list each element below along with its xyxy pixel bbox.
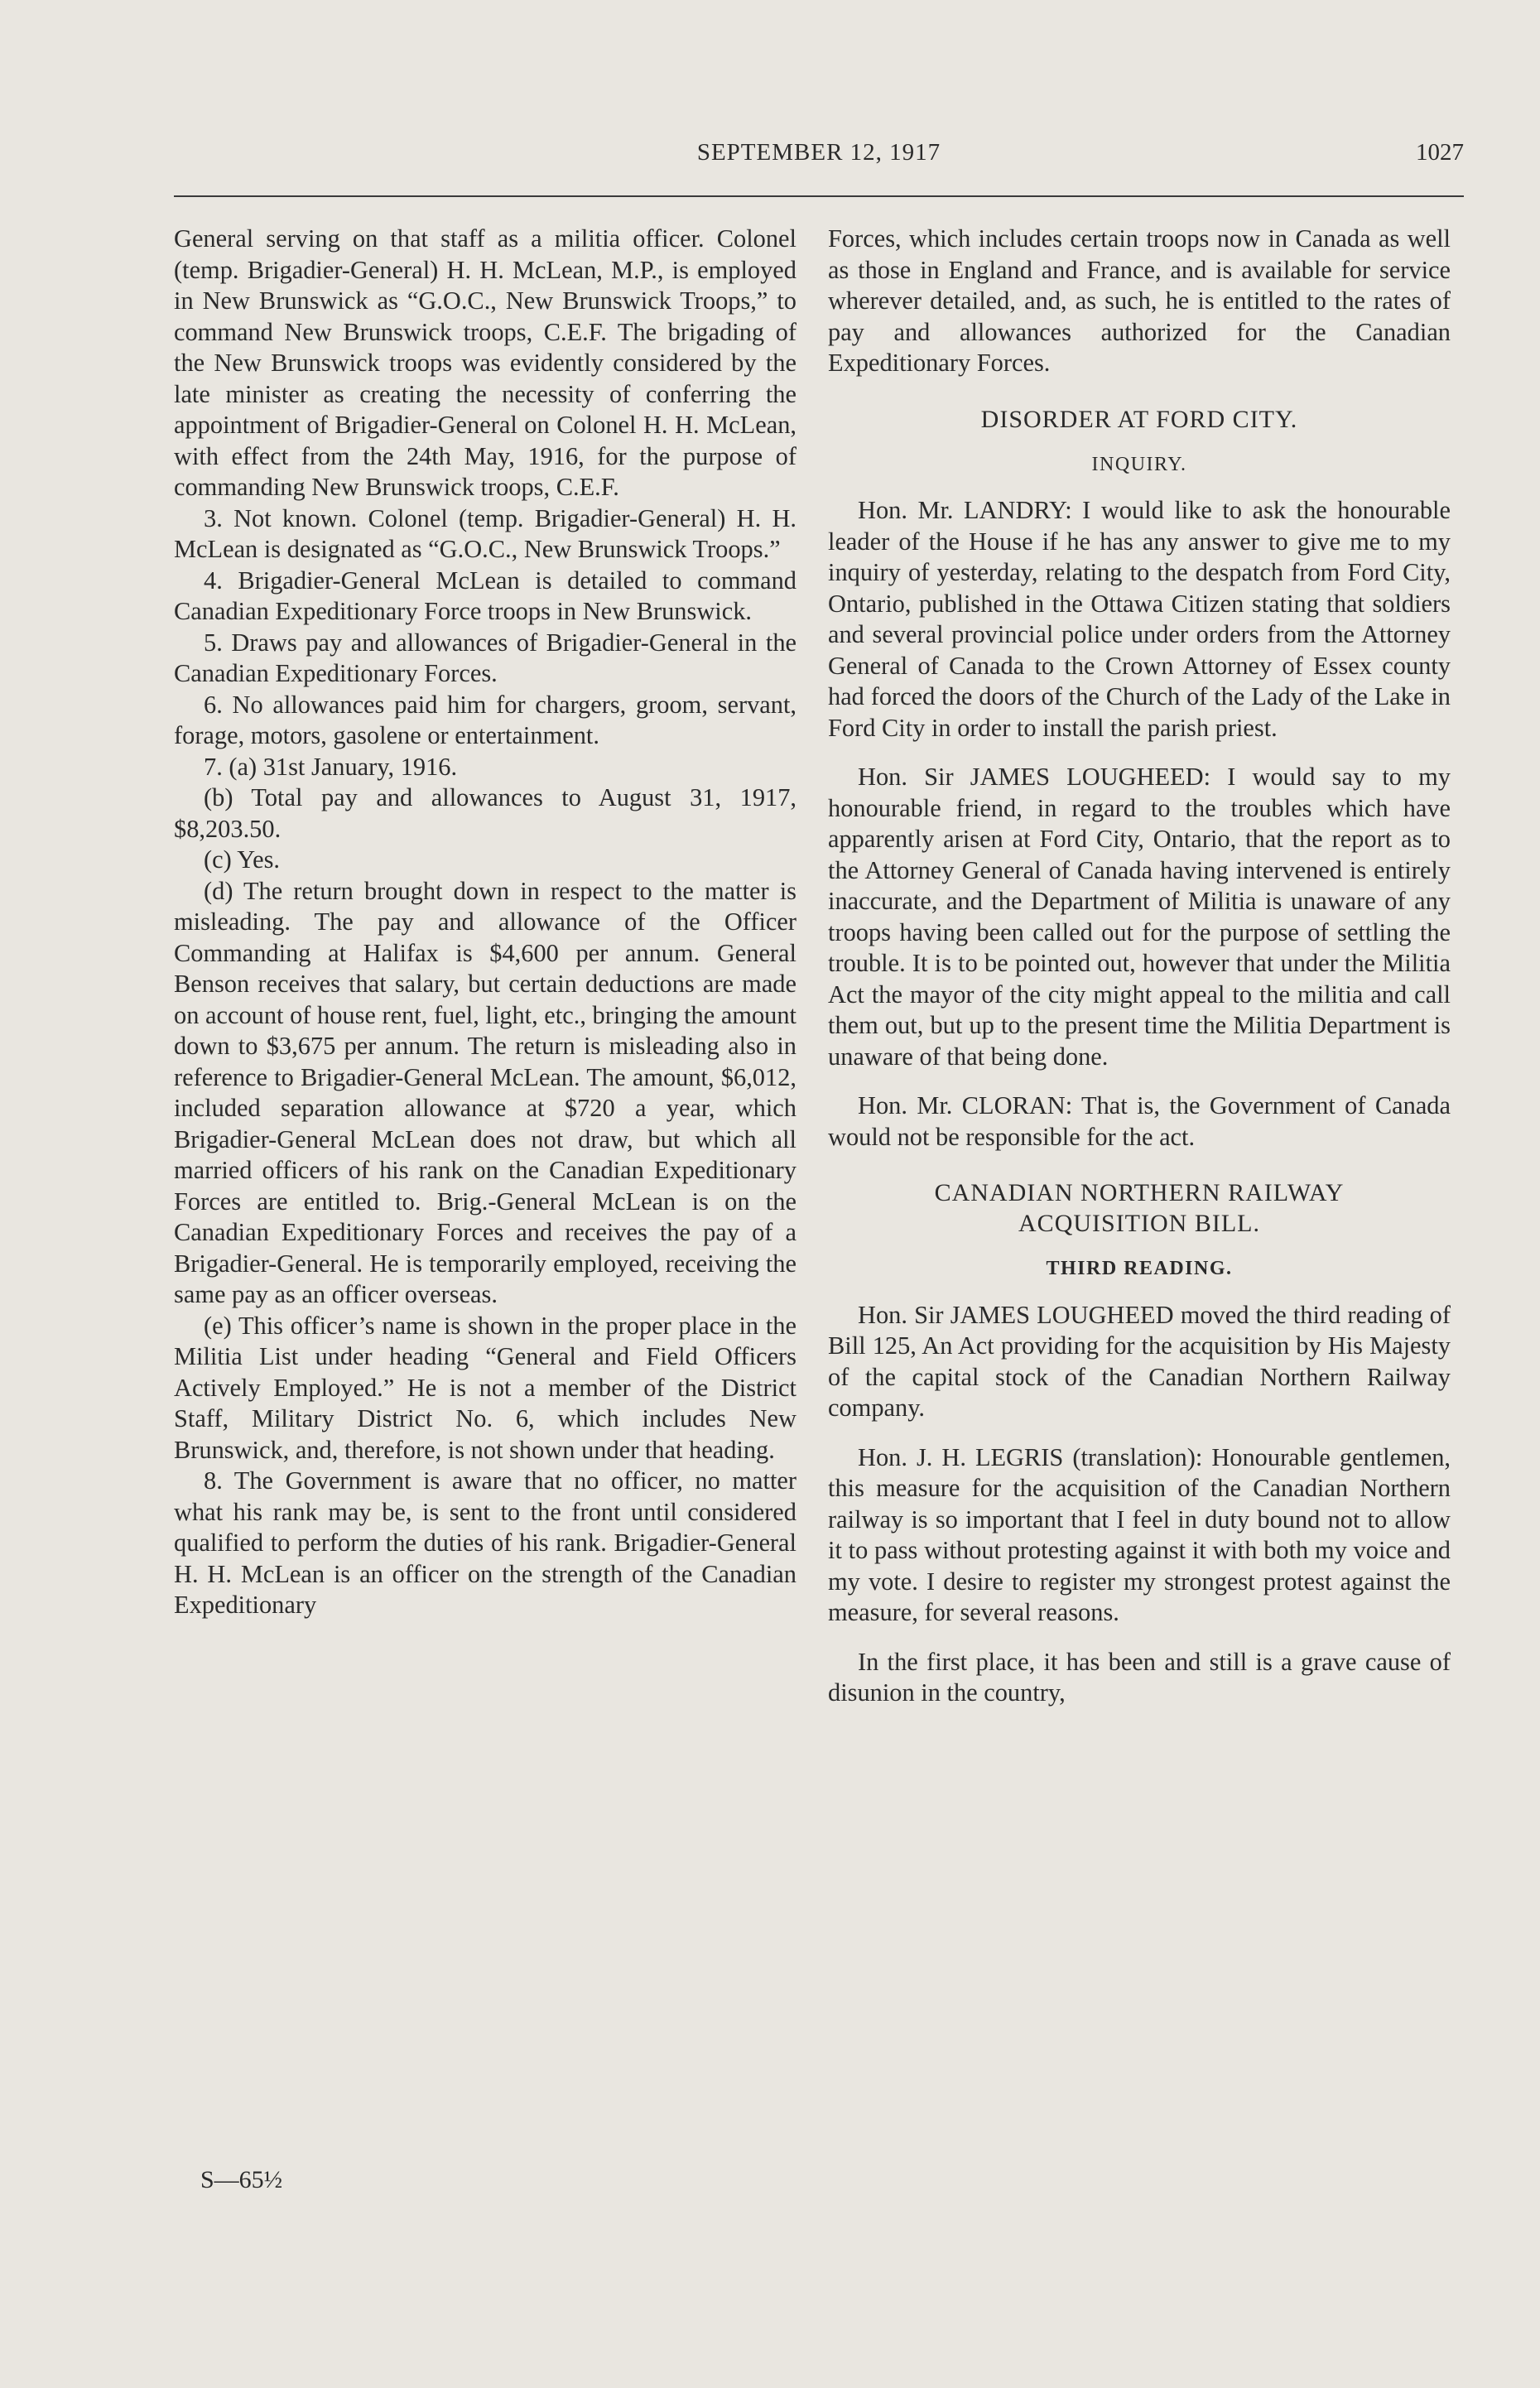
header-rule <box>174 195 1464 197</box>
paragraph: (e) This officer’s name is shown in the proper place in the Militia List under heading “General and Field Officers Actively Employed.” He is not a member of the District Staff, Military District No. 6, which includes New Brunswick, and, therefore, is not shown under that heading. <box>174 1311 796 1464</box>
left-column <box>174 224 796 1621</box>
paragraph: Hon. J. H. LEGRIS (translation): Honourable gentlemen, this measure for the acquisition of the Canadian Northern railway is so important that I feel in duty bound not to allow it to pass without protesting against it with both my voice and my vote. I desire to register my strongest protest against the measure, for several reasons. <box>828 1442 1451 1626</box>
page-header <box>174 139 1464 172</box>
paragraph: 8. The Government is aware that no officer, no matter what his rank may be, is sent to the front until considered qualified to perform the duties of his rank. Brigadier-General H. H. McLean is an officer on the strength of the Canadian Expeditionary <box>174 1466 796 1619</box>
section-heading-line: CANADIAN NORTHERN RAILWAY <box>934 1179 1345 1206</box>
signature-mark: S—65½ <box>200 2166 283 2193</box>
section-heading-line: ACQUISITION BILL. <box>1018 1210 1260 1237</box>
paragraph: 3. Not known. Colonel (temp. Brigadier-General) H. H. McLean is designated as “G.O.C., New Brunswick Troops.” <box>174 503 796 563</box>
right-column <box>828 224 1451 1709</box>
paragraph: Hon. Sir JAMES LOUGHEED: I would say to my honourable friend, in regard to the troubles which have apparently arisen at Ford City, Ontario, that the report as to the Attorney General of Canada having intervened is entirely inaccurate, and the Department of Militia is unaware of any troops having been called out for the purpose of settling the trouble. It is to be pointed out, however that under the Militia Act the mayor of the city might appeal to the militia and call them out, but up to the present time the Militia Department is unaware of that being done. <box>828 763 1451 1071</box>
paragraph: (d) The return brought down in respect to the matter is misleading. The pay and allowance of the Officer Commanding at Halifax is $4,600 per annum. General Benson receives that salary, but certain deductions are made on account of house rent, fuel, light, etc., bringing the amount down to $3,675 per annum. The return is misleading also in reference to Brigadier-General McLean. The amount, $6,012, included separation allowance at $720 a year, which Brigadier-General McLean does not draw, but which all married officers of his rank on the Canadian Expeditionary Forces are entitled to. Brig.-General McLean is on the Canadian Expeditionary Forces and receives the pay of a Brigadier-General. He is temporarily employed, receiving the same pay as an officer overseas. <box>174 876 796 1308</box>
paragraph: 7. (a) 31st January, 1916. <box>204 752 458 781</box>
paragraph: 5. Draws pay and allowances of Brigadier-General in the Canadian Expeditionary Forces. <box>174 628 796 687</box>
page-number: 1027 <box>1416 139 1464 166</box>
paragraph: In the first place, it has been and still is a grave cause of disunion in the country, <box>828 1647 1451 1707</box>
section-subheading: INQUIRY. <box>1091 453 1187 475</box>
paragraph: 4. Brigadier-General McLean is detailed to command Canadian Expeditionary Force troops in New Brunswick. <box>174 566 796 625</box>
section-heading <box>828 1177 1451 1239</box>
section-subheading: THIRD READING. <box>1046 1258 1233 1279</box>
paragraph: (b) Total pay and allowances to August 31, 1917, $8,203.50. <box>174 783 796 843</box>
paragraph: 6. No allowances paid him for chargers, groom, servant, forage, motors, gasolene or entertainment. <box>174 690 796 749</box>
paragraph: Hon. Mr. CLORAN: That is, the Government of Canada would not be responsible for the act. <box>828 1091 1451 1151</box>
paragraph: (c) Yes. <box>204 845 281 874</box>
paragraph: Hon. Mr. LANDRY: I would like to ask the honourable leader of the House if he has any answer to give me to my inquiry of yesterday, relating to the despatch from Ford City, Ontario, published in the Ottawa Citizen stating that soldiers and several provincial police under orders from the Attorney General of Canada to the Crown Attorney of Essex county had forced the doors of the Church of the Lady of the Lake in Ford City in order to install the parish priest. <box>828 496 1451 742</box>
paragraph: Hon. Sir JAMES LOUGHEED moved the third reading of Bill 125, An Act providing for the acquisition by His Majesty of the capital stock of the Canadian Northern Railway company. <box>828 1300 1451 1422</box>
section-heading: DISORDER AT FORD CITY. <box>980 405 1298 433</box>
page-date: SEPTEMBER 12, 1917 <box>696 139 941 166</box>
paragraph: General serving on that staff as a militia officer. Colonel (temp. Brigadier-General) H. H. McLean, M.P., is employed in New Brunswick as “G.O.C., New Brunswick Troops,” to command New Brunswick troops, C.E.F. The brigading of the New Brunswick troops was evidently considered by the late minister as creating the necessity of conferring the appointment of Brigadier-General on Colonel H. H. McLean, with effect from the 24th May, 1916, for the purpose of commanding New Brunswick troops, C.E.F. <box>174 224 796 501</box>
paragraph: Forces, which includes certain troops now in Canada as well as those in England and France, and is available for service wherever detailed, and, as such, he is entitled to the rates of pay and allowances authorized for the Canadian Expeditionary Forces. <box>828 224 1451 377</box>
